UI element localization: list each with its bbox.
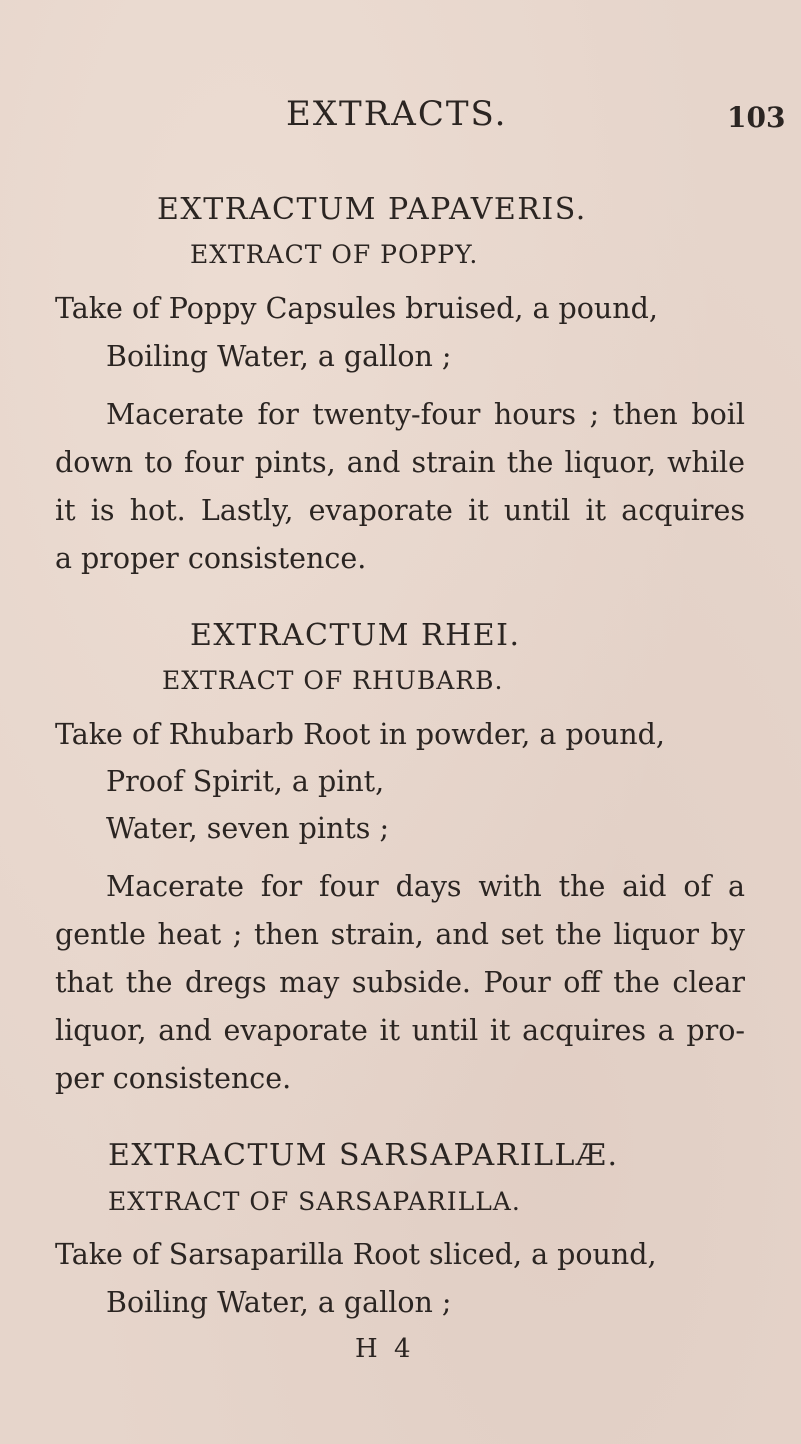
ingredient-line: Take of Rhubarb Root in powder, a pound,: [55, 718, 665, 751]
ingredient-line: Boiling Water, a gallon ;: [106, 340, 452, 373]
section-subtitle-rhubarb: EXTRACT OF RHUBARB.: [162, 666, 504, 695]
direction-line: gentle heat ; then strain, and set the liquor by: [55, 918, 745, 951]
ingredient-line: Take of Poppy Capsules bruised, a pound,: [55, 292, 658, 325]
ingredient-line: Water, seven pints ;: [106, 812, 390, 845]
direction-line: per consistence.: [55, 1062, 292, 1095]
ingredient-line: Take of Sarsaparilla Root sliced, a pound,: [55, 1238, 657, 1271]
direction-line: down to four pints, and strain the liquor, while: [55, 446, 745, 479]
section-title-papaveris: EXTRACTUM PAPAVERIS.: [157, 192, 587, 227]
running-head: EXTRACTS.: [286, 94, 508, 134]
direction-line: Macerate for four days with the aid of a: [106, 870, 745, 903]
section-title-sarsaparillae: EXTRACTUM SARSAPARILLÆ.: [108, 1138, 619, 1173]
ingredient-line: Proof Spirit, a pint,: [106, 765, 385, 798]
section-subtitle-sarsaparilla: EXTRACT OF SARSAPARILLA.: [108, 1187, 521, 1216]
signature-mark: H 4: [355, 1334, 415, 1364]
direction-line: that the dregs may subside. Pour off the clear: [55, 966, 745, 999]
section-subtitle-poppy: EXTRACT OF POPPY.: [190, 240, 479, 269]
page-number: 103: [727, 101, 786, 134]
direction-line: Macerate for twenty-four hours ; then boil: [106, 398, 745, 431]
ingredient-line: Boiling Water, a gallon ;: [106, 1286, 452, 1319]
direction-line: it is hot. Lastly, evaporate it until it acquires: [55, 494, 745, 527]
section-title-rhei: EXTRACTUM RHEI.: [190, 618, 521, 653]
direction-line: liquor, and evaporate it until it acquires a pro-: [55, 1014, 745, 1047]
direction-line: a proper consistence.: [55, 542, 367, 575]
